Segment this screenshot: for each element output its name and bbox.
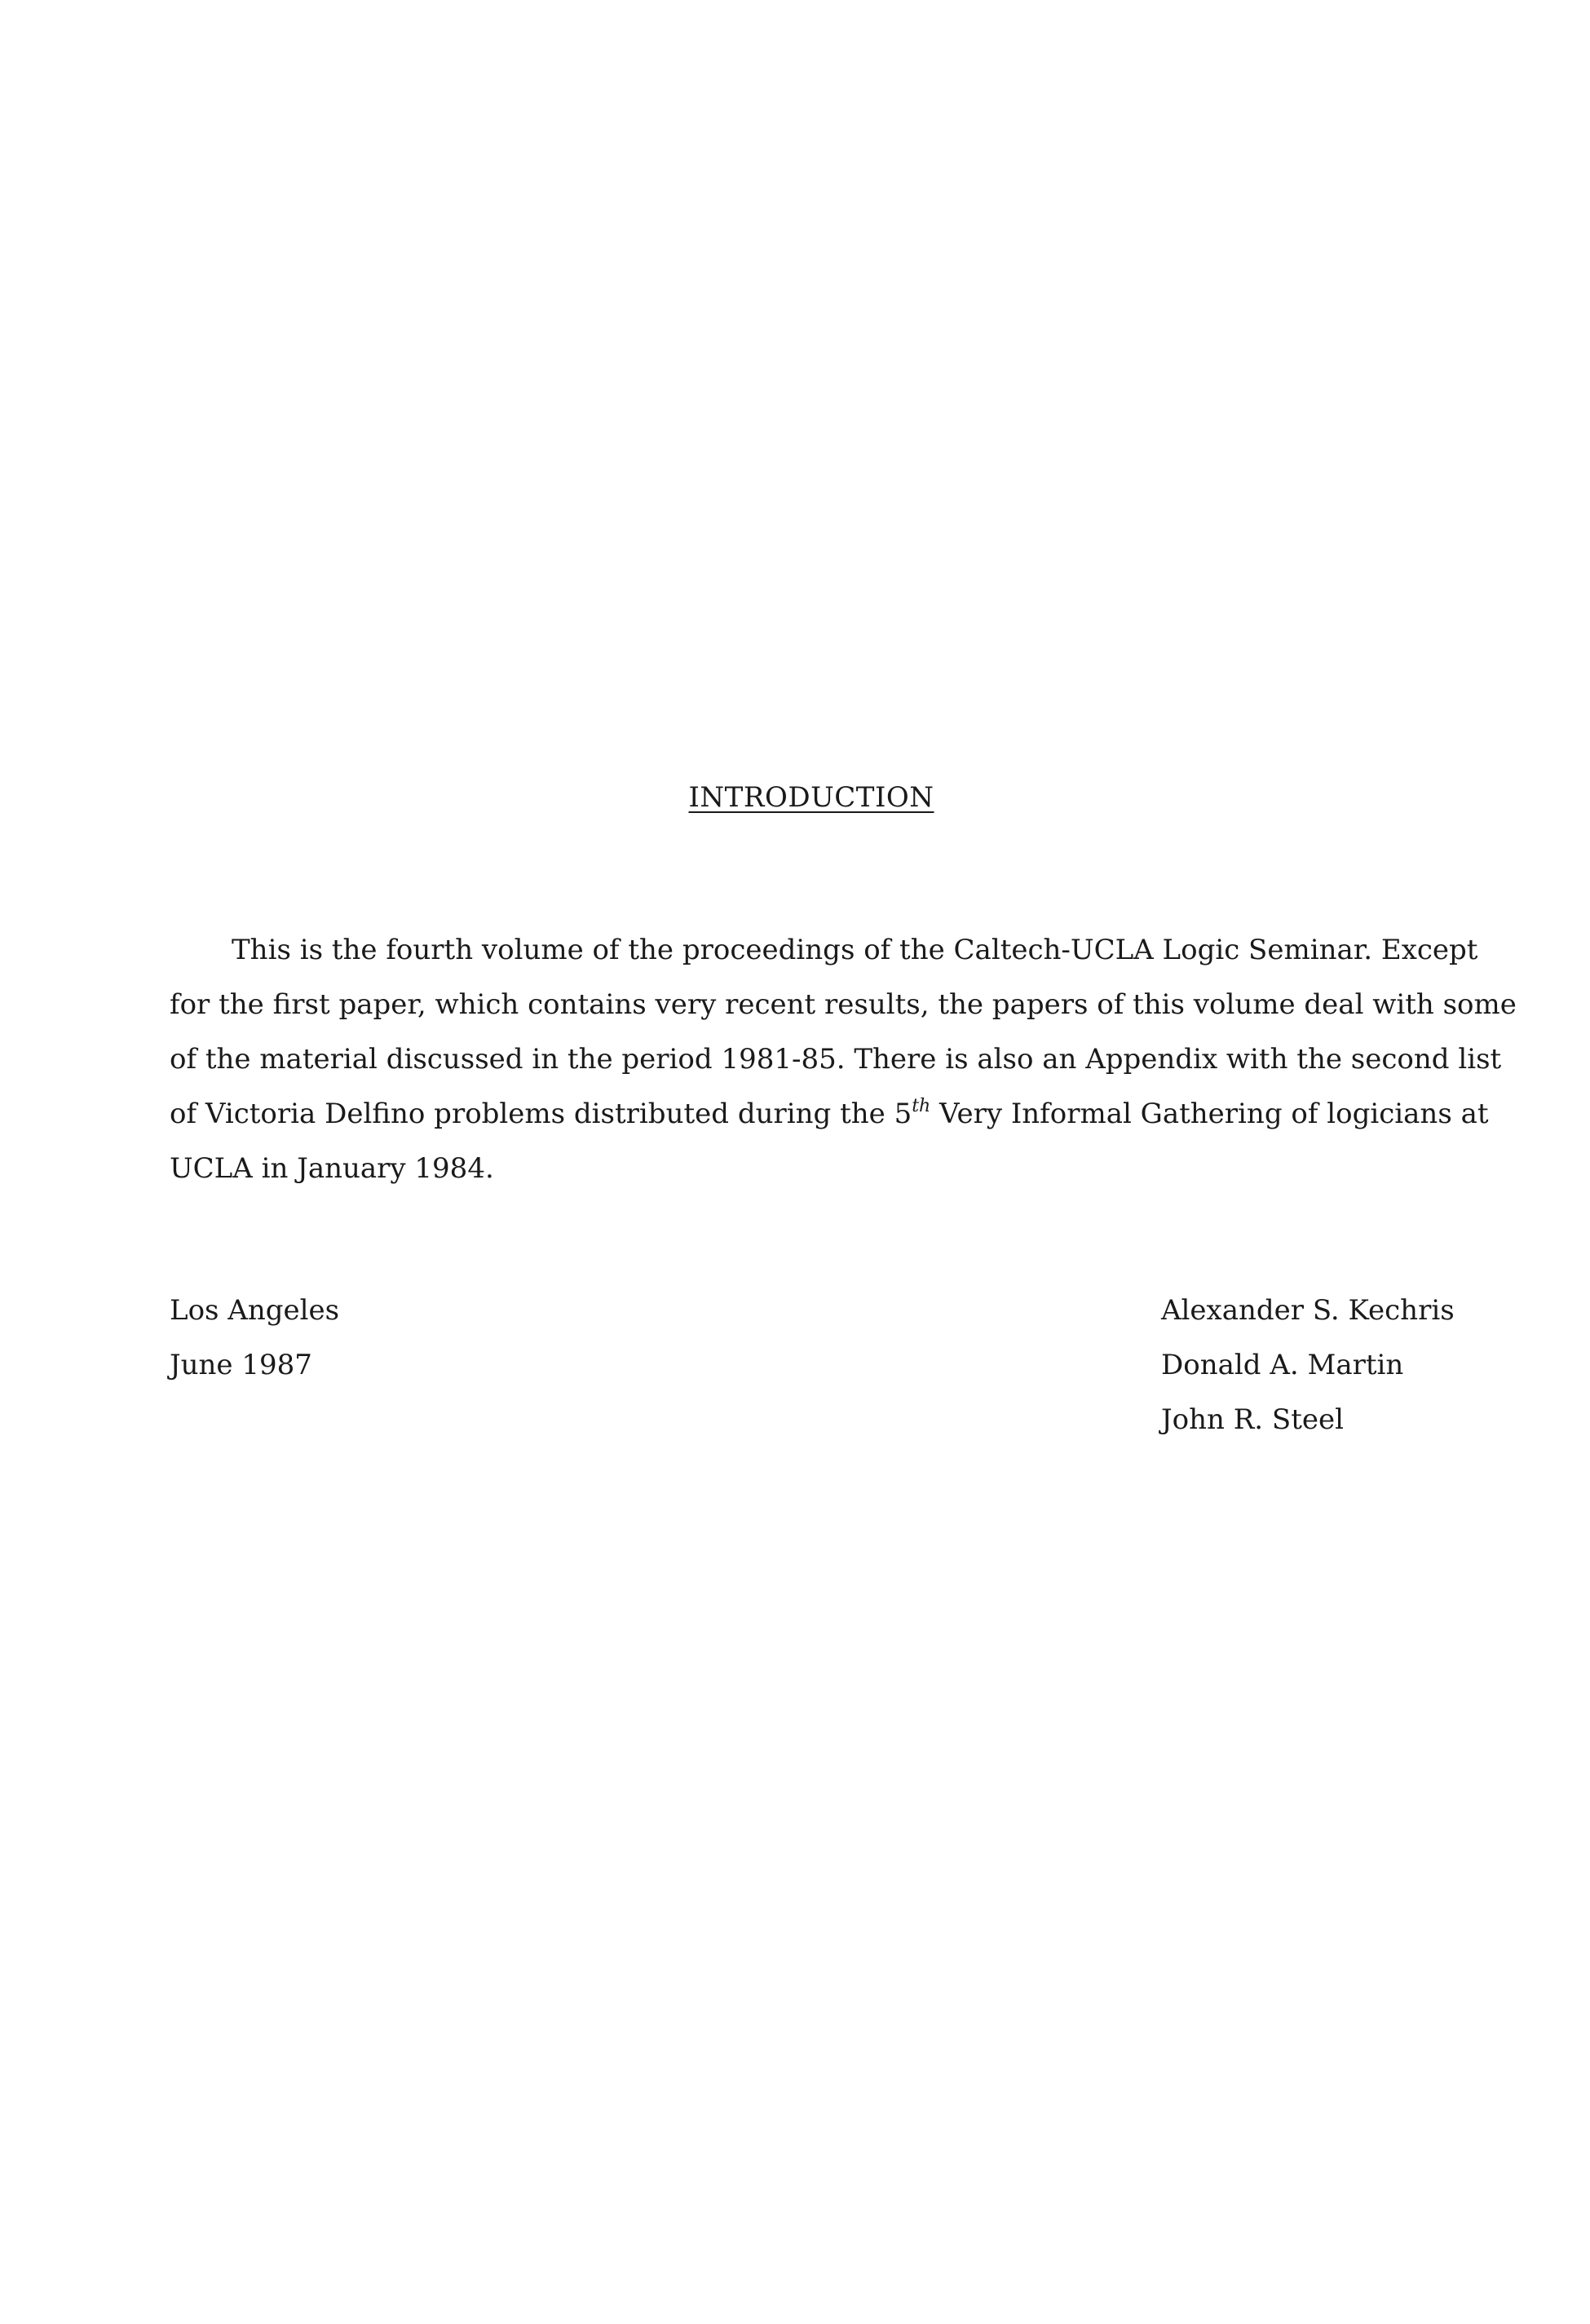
editor-name: John R. Steel [1161,1403,1344,1436]
paragraph-line-5: UCLA in January 1984. [170,1152,494,1185]
introduction-paragraph [170,923,1517,1196]
editor-name: Donald A. Martin [1161,1349,1404,1381]
paragraph-line-4-start: of Victoria Delfino problems distributed during the 5 [170,1098,912,1130]
paragraph-line-3: of the material discussed in the period 1981-85. There is also an Appendix with the second list [170,1043,1502,1076]
place-and-date [170,1284,339,1393]
paragraph-line-4-end: Very Informal Gathering of logicians at [930,1098,1489,1130]
paragraph-line-1: This is the fourth volume of the proceedings of the Caltech-UCLA Logic Seminar. Except [232,934,1478,966]
ordinal-superscript: th [912,1096,931,1116]
page-title: INTRODUCTION [688,781,934,814]
place-text: Los Angeles [170,1294,340,1327]
date-text: June 1987 [170,1349,312,1381]
paragraph-line-4 [170,1087,1489,1142]
editor-name: Alexander S. Kechris [1161,1294,1455,1327]
editors-signature [1161,1284,1455,1447]
paragraph-line-2: for the first paper, which contains very recent results, the papers of this volume deal with some [170,988,1517,1021]
